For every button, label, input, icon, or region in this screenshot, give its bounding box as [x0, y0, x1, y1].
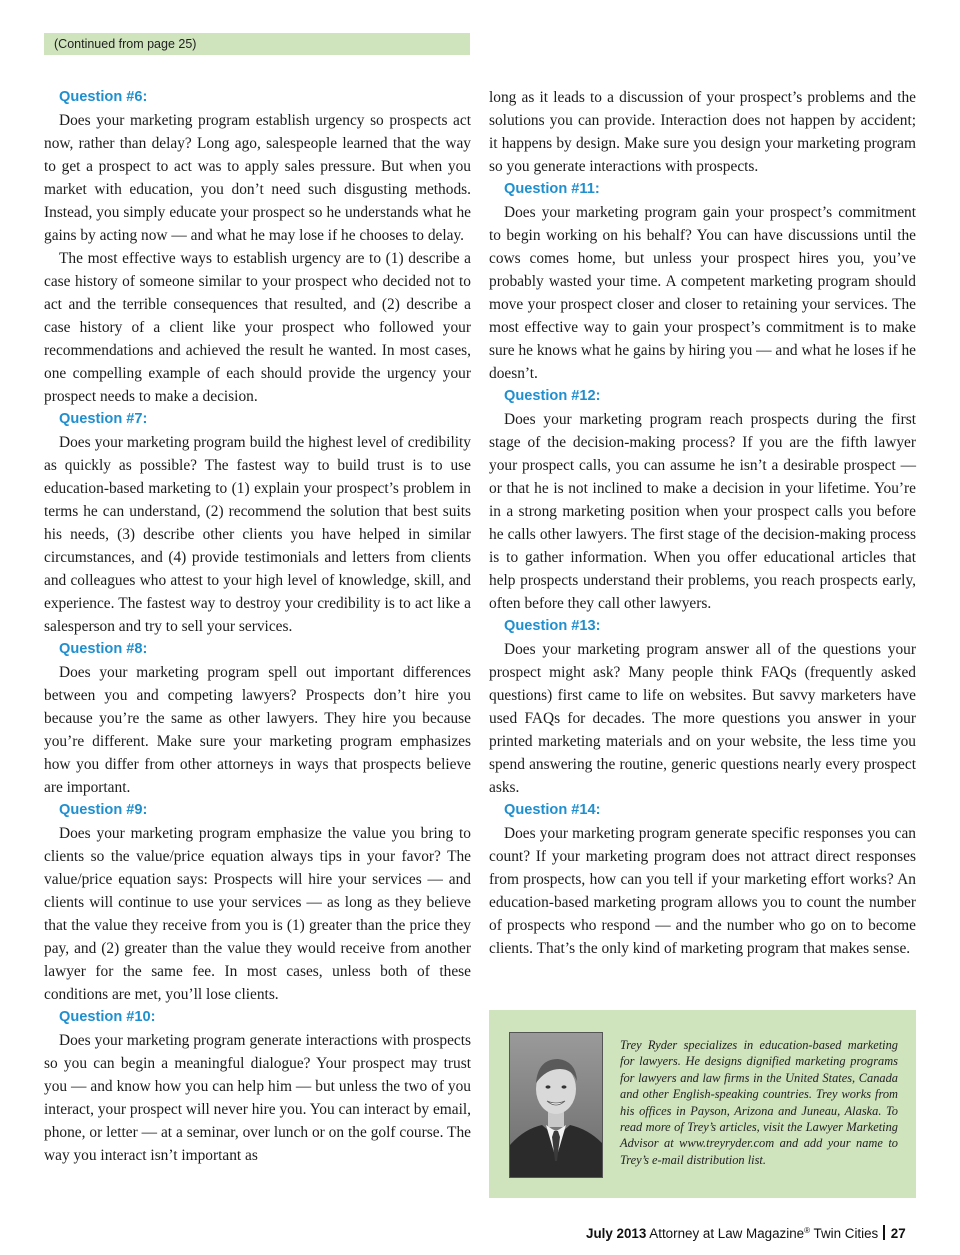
page-footer — [586, 1222, 920, 1240]
question-heading: Question #13: — [504, 618, 601, 634]
article-paragraph: Does your marketing program generate specific responses you can count? If your marketing program does not attract direct responses from prospects, how can you tell if your marketing effort works? An education-based marketing program allows you to count the number of prospects who respond — and the number who go on to become clients. That’s the only kind of marketing program that makes sense. — [489, 825, 916, 957]
question-heading: Question #9: — [59, 802, 148, 818]
author-bio-box — [489, 1010, 916, 1198]
article-column-right — [489, 86, 916, 960]
article-paragraph: Does your marketing program reach prospects during the first stage of the decision-making process? If you are the fifth lawyer your prospect calls, you can assume he isn’t a desirable prospect — or that he is not inclined to make a decision in your lifetime. You’re in a strong marketing position when your prospect calls you before he calls other lawyers. The first stage of the decision-making process is to gather information. When you offer educational articles that help prospects understand their problems, you reach prospects early, often before they call other lawyers. — [489, 411, 916, 612]
question-heading: Question #12: — [504, 388, 601, 404]
author-bio-text: Trey Ryder specializes in education-based marketing for lawyers. He designs dignified marketing programs for lawyers and law firms in the United States, Canada and other English-speaking countries. Trey works from his offices in Payson, Arizona and Juneau, Alaska. To read more of Trey’s articles, visit the Lawyer Marketing Advisor at www.treyryder.com and add your name to Trey’s e-mail distribution list. — [620, 1038, 898, 1167]
footer-divider — [883, 1225, 885, 1240]
article-paragraph: Does your marketing program spell out important differences between you and competing lawyers? Prospects don’t hire you because you’re the same as other lawyers. They hire you because you’re different. Make sure your marketing program emphasizes how you differ from other attorneys in ways that prospects believe are important. — [44, 664, 471, 796]
article-column-left — [44, 86, 471, 1167]
author-portrait-image — [510, 1033, 602, 1177]
footer-magazine: Attorney at Law Magazine — [649, 1226, 805, 1241]
question-heading: Question #11: — [504, 181, 600, 197]
article-paragraph: Does your marketing program gain your prospect’s commitment to begin working on his behalf? You can have discussions until the cows comes home, but unless your prospect hires you, you’ve probably wasted your time. A competent marketing program should move your prospect closer and closer to retaining your services. The most effective way to gain your prospect’s commitment is to make sure he knows what he gains by hiring you — and what he loses if he doesn’t. — [489, 204, 917, 382]
article-paragraph: long as it leads to a discussion of your prospect’s problems and the solutions you can provide. Interaction does not happen by accident; it happens by design. Make sure you design your marketing program so you generate interactions with prospects. — [489, 89, 916, 175]
question-heading: Question #6: — [59, 89, 148, 105]
author-photo — [509, 1032, 603, 1178]
question-heading: Question #14: — [504, 802, 601, 818]
article-paragraph: Does your marketing program establish urgency so prospects act now, rather than delay? Long ago, salespeople learned that the way to get a prospect to act was to apply sales pressure. But when you market with education, you don’t need such disgusting methods. Instead, you simply educate your prospect so he understands what he gains by acting now — and what he may lose if he chooses to delay. — [44, 112, 471, 244]
article-paragraph: Does your marketing program generate interactions with prospects so you can begin a meaningful dialogue? Your prospect may trust you — and know how you can help him — but unless the two of you interact, your prospect will never hire you. You can interact by email, phone, or letter — at a seminar, over lunch or on the golf course. The way you interact isn’t important as — [44, 1032, 471, 1164]
article-paragraph: Does your marketing program emphasize the value you bring to clients so the value/price equation always tips in your favor? The value/price equation says: Prospects will hire your services — and clients will continue to use your services — as long as they believe that the value they receive from you is (1) greater than the price they pay, and (2) greater than the value they would receive from another lawyer for the same fee. In most cases, unless both of these conditions are met, you’ll lose clients. — [44, 825, 471, 1003]
question-heading: Question #10: — [59, 1009, 156, 1025]
question-heading: Question #8: — [59, 641, 148, 657]
article-paragraph: The most effective ways to establish urgency are to (1) describe a case history of someone similar to your prospect who decided not to act and the terrible consequences that resulted, and (2) describe a case history of a client like your prospect who followed your recommendations and achieved the result he wanted. In most cases, one compelling example of each should provide the urgency your prospect needs to make a decision. — [44, 250, 471, 405]
footer-date: July 2013 — [586, 1226, 647, 1241]
footer-registered-mark: ® — [804, 1226, 811, 1235]
footer-edition: Twin Cities — [813, 1226, 879, 1241]
page-number: 27 — [890, 1226, 906, 1241]
question-heading: Question #7: — [59, 411, 148, 427]
continued-note: (Continued from page 25) — [44, 33, 470, 55]
article-paragraph: Does your marketing program build the highest level of credibility as quickly as possible? The fastest way to build trust is to use education-based marketing to (1) explain your prospect’s problem in terms he can understand, (2) recommend the solution that best suits his needs, (3) describe other clients you have helped in similar circumstances, and (4) provide testimonials and letters from clients and colleagues who attest to your high level of knowledge, skill, and experience. The fastest way to destroy your credibility is to act like a salesperson and try to sell your services. — [44, 434, 471, 635]
article-paragraph: Does your marketing program answer all of the questions your prospect might ask? Many people think FAQs (frequently asked questions) first came to life on websites. But savvy marketers have used FAQs for decades. The more questions you answer in your printed marketing materials and on your website, the less time you spend answering the routine, generic questions nearly every prospect asks. — [489, 641, 916, 796]
